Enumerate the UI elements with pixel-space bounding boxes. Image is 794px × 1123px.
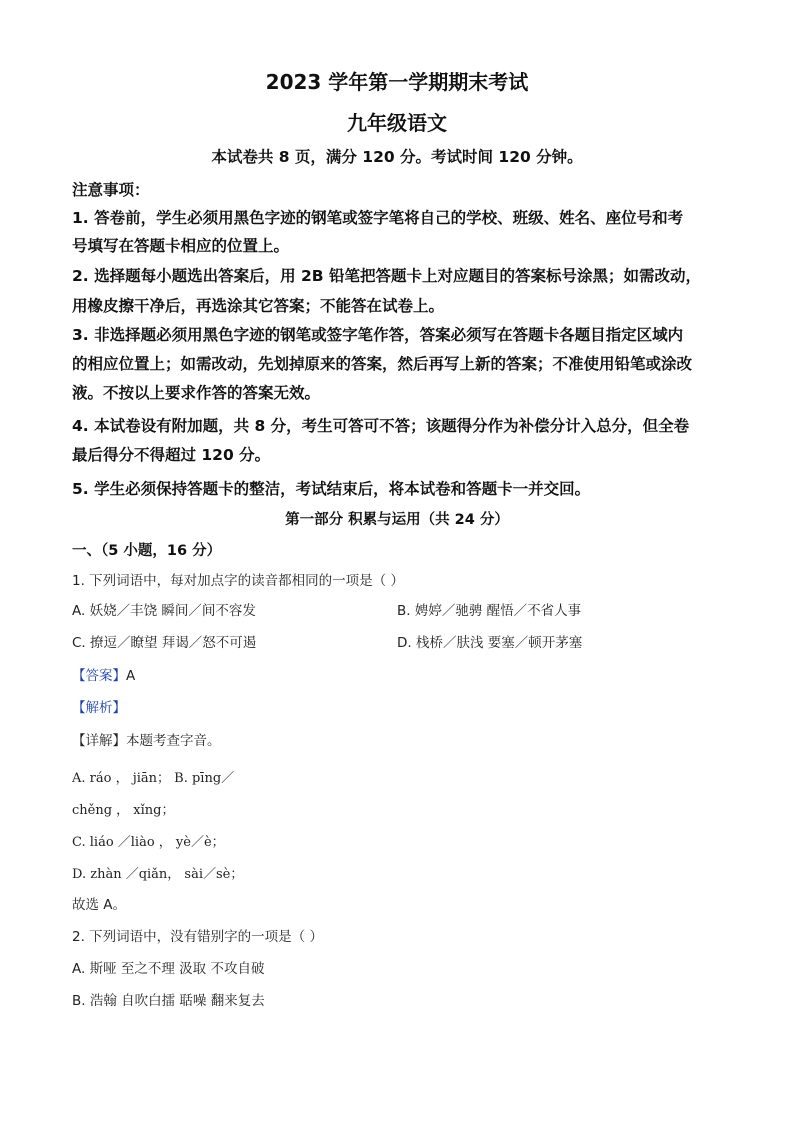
notice-heading: 注意事项：	[72, 181, 150, 199]
analysis-conclusion: 故选 A。	[72, 897, 127, 913]
notice-line: 4. 本试卷设有附加题，共 8 分，考生可答可不答；该题得分作为补偿分计入总分，但全卷	[72, 417, 690, 435]
analysis-line: A. ráo ， jiān； B. pīng／	[72, 771, 235, 786]
notice-line: 的相应位置上；如需改动，先划掉原来的答案，然后再写上新的答案；不准使用铅笔或涂改	[72, 355, 693, 373]
answer-row	[72, 664, 135, 684]
notice-line: 1. 答卷前，学生必须用黑色字迹的钢笔或签字笔将自己的学校、班级、姓名、座位号和考	[72, 209, 684, 227]
part-heading: 第一部分 积累与运用（共 24 分）	[285, 512, 509, 528]
notice-line: 用橡皮擦干净后，再选涂其它答案；不能答在试卷上。	[72, 297, 445, 315]
detail-tag: 【详解】	[72, 733, 126, 749]
option-a: A. 妖娆／丰饶 瞬间／间不容发	[72, 603, 256, 619]
analysis-tag: 【解析】	[72, 700, 126, 716]
detail-text: 本题考查字音。	[126, 733, 221, 749]
notice-line: 3. 非选择题必须用黑色字迹的钢笔或签字笔作答，答案必须写在答题卡各题目指定区域内	[72, 326, 684, 344]
answer-value: A	[126, 668, 136, 684]
detail-row	[72, 729, 221, 749]
exam-info: 本试卷共 8 页，满分 120 分。考试时间 120 分钟。	[211, 148, 583, 166]
analysis-line: C. liáo ／liào ， yè／è；	[72, 835, 225, 850]
option-a: A. 斯哑 至之不理 汲取 不攻自破	[72, 961, 265, 977]
option-b: B. 浩翰 自吹白擂 聒噪 翻来复去	[72, 993, 265, 1009]
option-d: D. 栈桥／肤浅 要塞／顿开茅塞	[397, 635, 583, 651]
section-heading: 一、（5 小题，16 分）	[72, 543, 222, 559]
notice-line: 最后得分不得超过 120 分。	[72, 446, 271, 464]
notice-line: 5. 学生必须保持答题卡的整洁，考试结束后，将本试卷和答题卡一并交回。	[72, 480, 591, 498]
exam-title: 2023 学年第一学期期末考试	[265, 70, 529, 94]
question-stem: 1. 下列词语中，每对加点字的读音都相同的一项是（ ）	[72, 573, 404, 589]
answer-tag: 【答案】	[72, 668, 126, 684]
exam-subtitle: 九年级语文	[347, 111, 447, 135]
notice-line: 液。不按以上要求作答的答案无效。	[72, 384, 321, 402]
analysis-line: chěng ， xǐng；	[72, 803, 175, 818]
notice-line: 2. 选择题每小题选出答案后，用 2B 铅笔把答题卡上对应题目的答案标号涂黑；如需改动，	[72, 267, 701, 285]
notice-line: 号填写在答题卡相应的位置上。	[72, 237, 290, 255]
analysis-line: D. zhàn ／qiǎn， sài／sè；	[72, 867, 244, 882]
option-c: C. 撩逗／瞭望 拜谒／怒不可遏	[72, 635, 257, 651]
question-stem: 2. 下列词语中，没有错别字的一项是（ ）	[72, 929, 323, 945]
option-b: B. 娉婷／驰骋 醒悟／不省人事	[397, 603, 582, 619]
